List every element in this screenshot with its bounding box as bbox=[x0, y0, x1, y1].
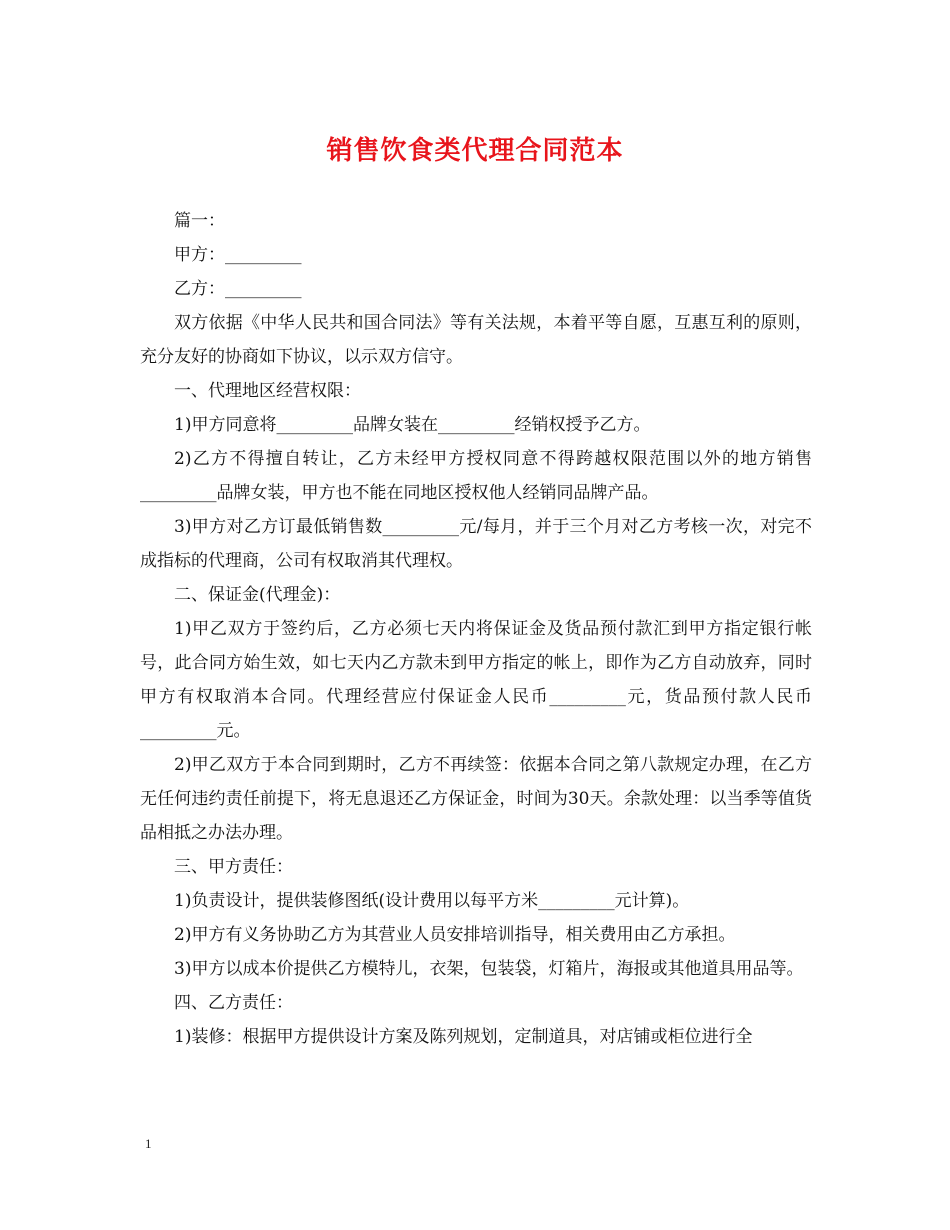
paragraph-clause: 1)负责设计，提供装修图纸(设计费用以每平方米_________元计算)。 bbox=[174, 891, 690, 911]
paragraph-section-label: 篇一： bbox=[174, 211, 225, 231]
page-number: 1 bbox=[145, 1136, 152, 1151]
paragraph-clause: 2)乙方不得擅自转让，乙方未经甲方授权同意不得跨越权限范围以外的地方销售_________品牌女装，甲方也不能在同地区授权他人经销同品牌产品。 bbox=[140, 449, 812, 503]
paragraph-clause: 1)装修：根据甲方提供设计方案及陈列规划，定制道具，对店铺或柜位进行全 bbox=[174, 1027, 753, 1047]
paragraph-clause: 3)甲方以成本价提供乙方模特儿，衣架，包装袋，灯箱片，海报或其他道具用品等。 bbox=[174, 959, 804, 979]
paragraph-clause: 3)甲方对乙方订最低销售数_________元/每月，并于三个月对乙方考核一次，对完不成指标的代理商，公司有权取消其代理权。 bbox=[140, 517, 812, 571]
paragraph-clause: 1)甲方同意将_________品牌女装在_________经销权授予乙方。 bbox=[174, 415, 651, 435]
heading-section-3: 三、甲方责任： bbox=[174, 857, 293, 877]
heading-section-1: 一、代理地区经营权限： bbox=[174, 381, 361, 401]
paragraph-clause: 1)甲乙双方于签约后，乙方必须七天内将保证金及货品预付款汇到甲方指定银行帐号，此合同方始生效，如七天内乙方款未到甲方指定的帐上，即作为乙方自动放弃，同时甲方有权取消本合同。代理经营应付保证金人民币_________元，货品预付款人民币_________元。 bbox=[140, 619, 812, 741]
document-title: 销售饮食类代理合同范本 bbox=[326, 136, 624, 166]
paragraph-clause: 2)甲乙双方于本合同到期时，乙方不再续签：依据本合同之第八款规定办理，在乙方无任何违约责任前提下，将无息退还乙方保证金，时间为30天。余款处理：以当季等值货品相抵之办法办理。 bbox=[140, 755, 812, 843]
paragraph-preamble: 双方依据《中华人民共和国合同法》等有关法规，本着平等自愿，互惠互利的原则，充分友好的协商如下协议，以示双方信守。 bbox=[140, 313, 812, 367]
paragraph-clause: 2)甲方有义务协助乙方为其营业人员安排培训指导，相关费用由乙方承担。 bbox=[174, 925, 736, 945]
paragraph-party-b: 乙方：_________ bbox=[174, 279, 302, 299]
heading-section-4: 四、乙方责任： bbox=[174, 993, 293, 1013]
heading-section-2: 二、保证金(代理金)： bbox=[174, 585, 341, 605]
document-body bbox=[140, 204, 812, 1054]
paragraph-party-a: 甲方：_________ bbox=[174, 245, 302, 265]
